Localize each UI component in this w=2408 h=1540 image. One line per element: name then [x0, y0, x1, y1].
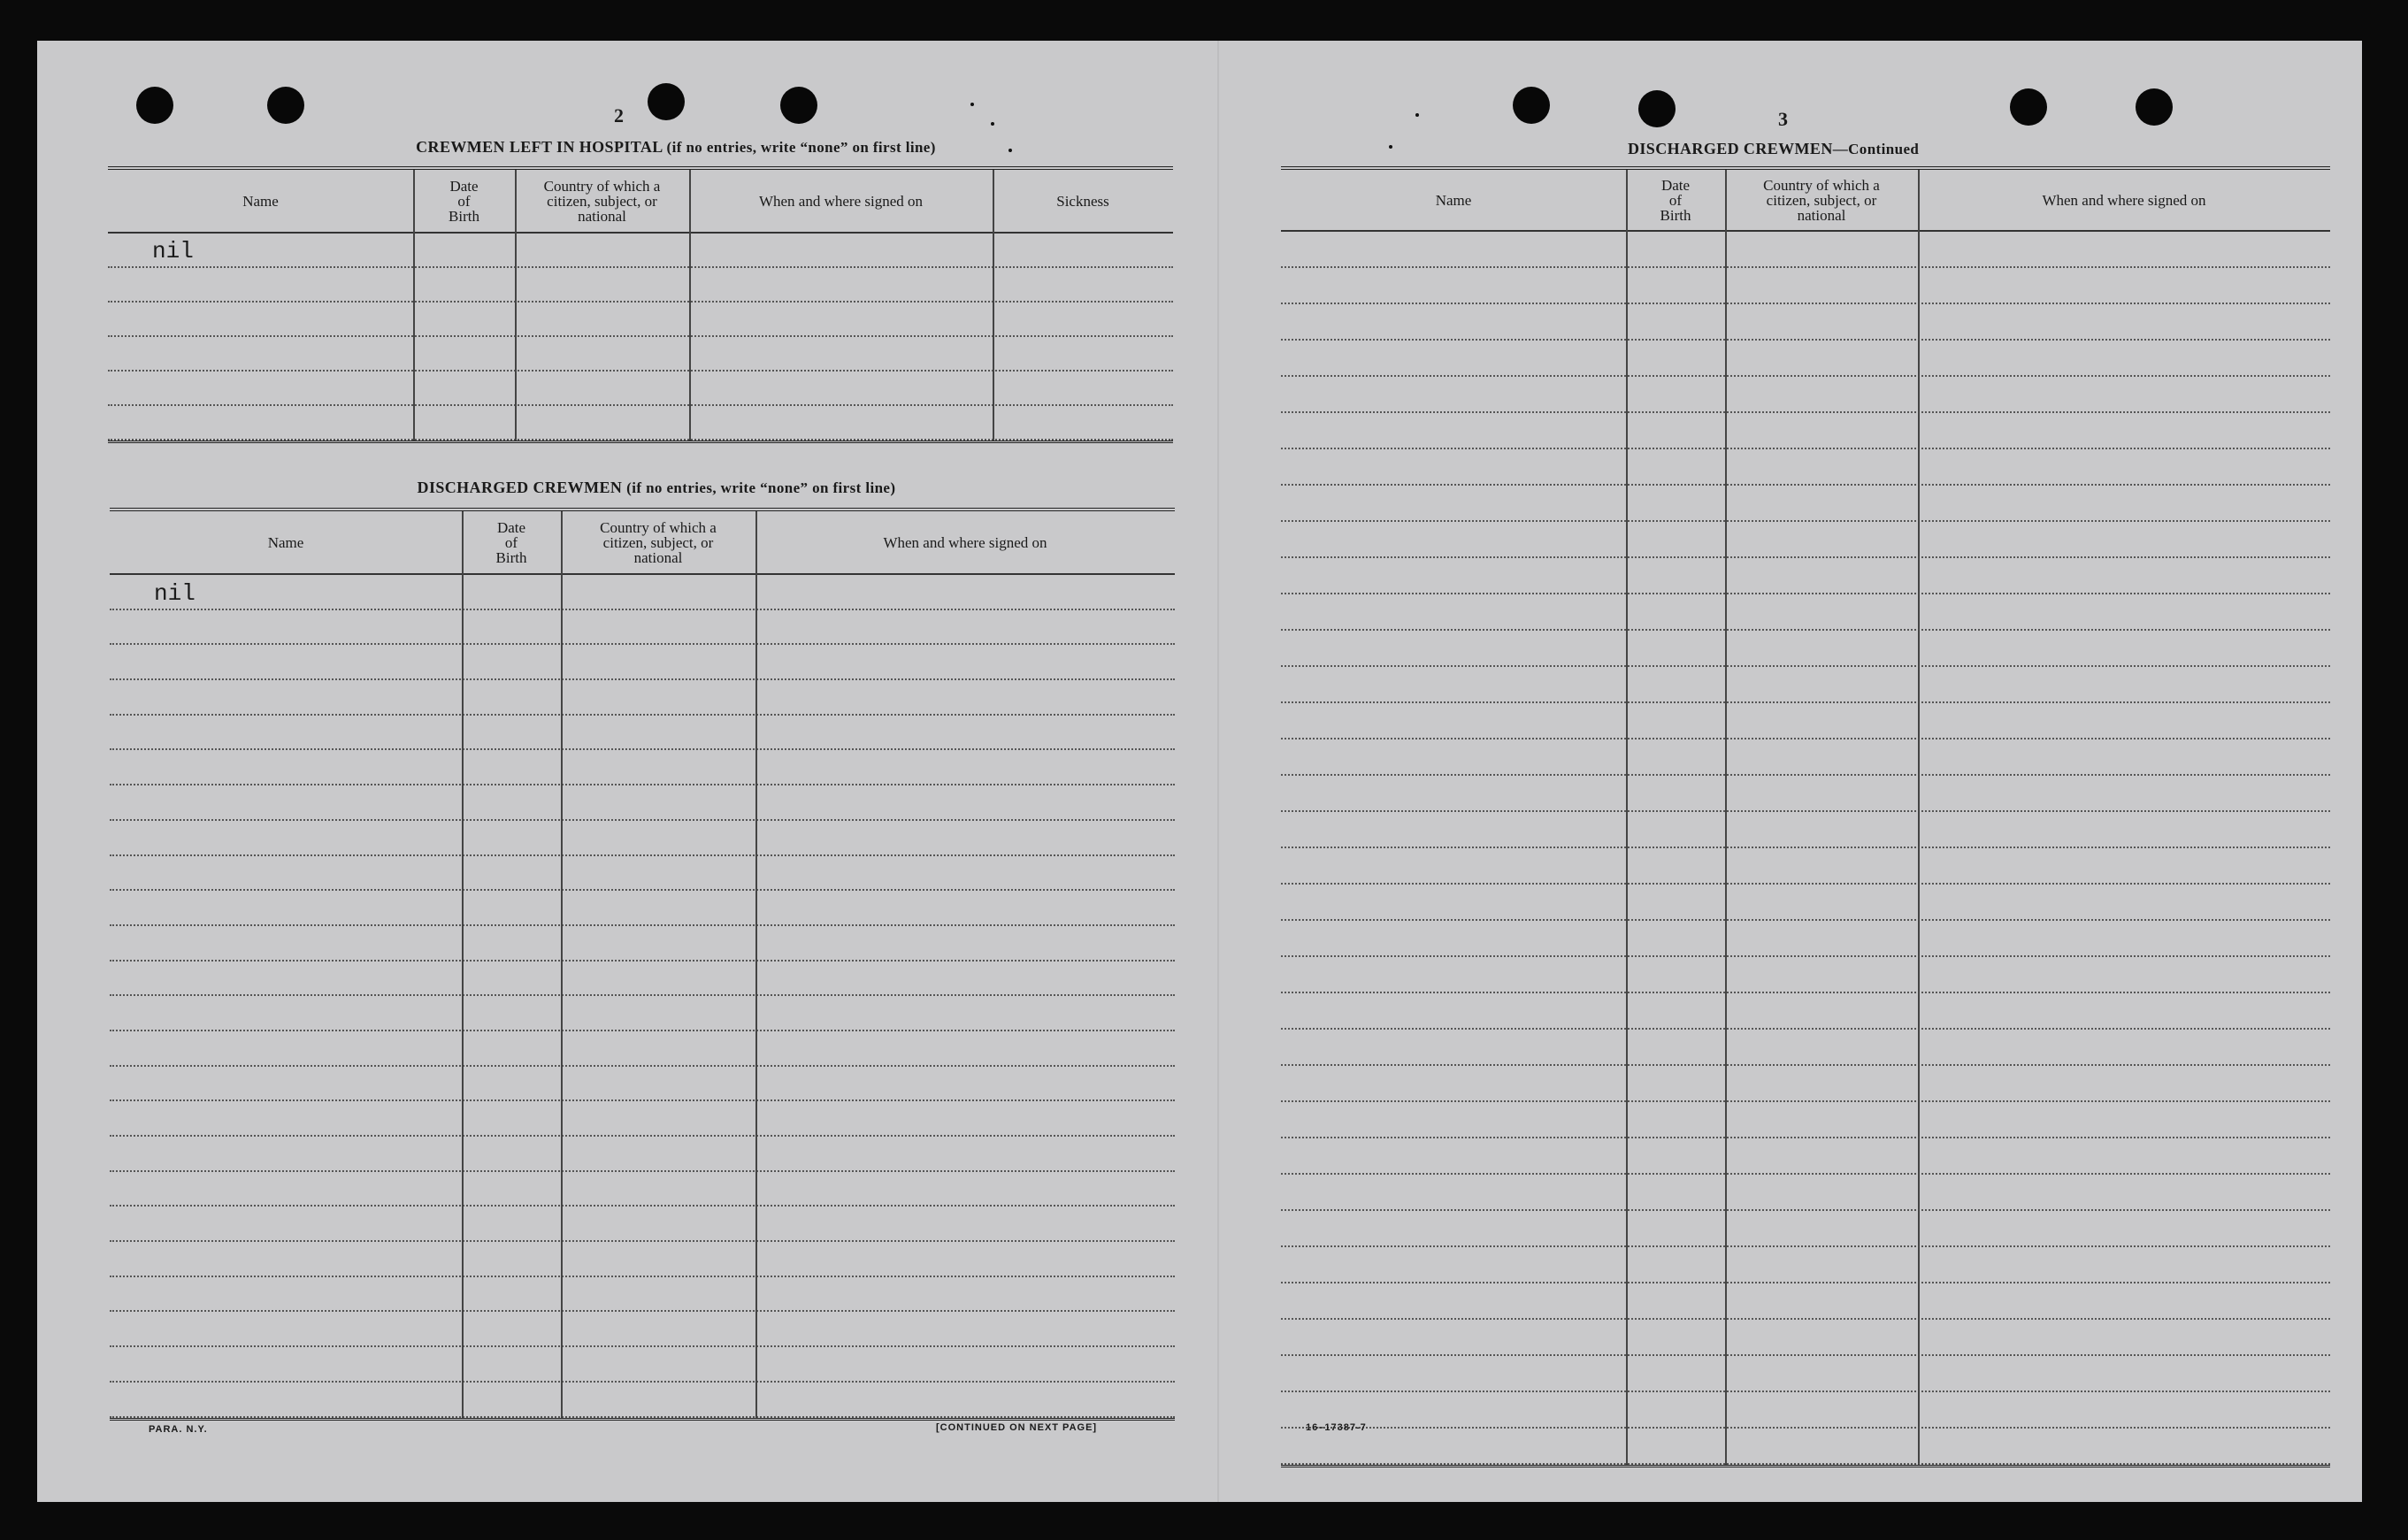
table-row — [1281, 1211, 2330, 1247]
hospital-title-text: CREWMEN LEFT IN HOSPITAL — [416, 138, 663, 156]
table-row — [110, 1137, 1175, 1172]
table-row — [1281, 304, 2330, 341]
table-row — [110, 1383, 1175, 1418]
table-row — [108, 337, 1173, 372]
header-signed-on: When and where signed on — [2042, 191, 2206, 209]
table-row — [1281, 1320, 2330, 1356]
name-cell: nil — [154, 579, 196, 607]
table-row — [1281, 1175, 2330, 1211]
discharged-section-title — [294, 479, 1019, 497]
table-row — [1281, 1283, 2330, 1320]
table-row — [1281, 1138, 2330, 1175]
header-date-of-birth: Date of Birth — [1660, 176, 1691, 224]
table-row — [110, 891, 1175, 926]
header-name: Name — [242, 192, 279, 210]
header-date-of-birth: Date of Birth — [449, 177, 479, 225]
discharged-title-note: (if no entries, write “none” on first line) — [626, 479, 896, 496]
column-divider — [755, 511, 757, 1418]
header-sickness: Sickness — [1056, 192, 1109, 210]
punch-hole — [1638, 90, 1676, 127]
column-divider — [462, 511, 464, 1418]
table-row — [1281, 413, 2330, 449]
name-cell: nil — [152, 238, 194, 264]
punch-hole — [267, 87, 304, 124]
discharged-continued-body — [1281, 232, 2330, 1465]
hospital-title-note: (if no entries, write “none” on first line) — [666, 139, 936, 156]
table-row — [108, 303, 1173, 337]
table-row — [1281, 993, 2330, 1030]
table-row — [1281, 1066, 2330, 1102]
table-row — [110, 1067, 1175, 1102]
footer-printer-mark: PARA. N.Y. — [149, 1424, 208, 1435]
speck — [1415, 113, 1419, 117]
table-row — [110, 996, 1175, 1031]
table-row — [1281, 558, 2330, 594]
discharged-continued-table — [1281, 166, 2330, 1467]
table-row — [110, 785, 1175, 821]
hospital-table-header — [108, 170, 1173, 234]
table-row — [110, 962, 1175, 997]
column-divider — [515, 170, 517, 441]
table-row — [110, 1101, 1175, 1137]
discharged-table-header — [110, 511, 1175, 575]
discharged-continued-title-text: DISCHARGED CREWMEN — [1628, 140, 1833, 157]
table-row — [1281, 1030, 2330, 1066]
table-row — [1281, 486, 2330, 522]
page-number-left: 2 — [614, 104, 624, 126]
punch-hole — [136, 87, 173, 124]
table-row — [110, 575, 1175, 610]
page-number-right: 3 — [1778, 108, 1788, 130]
table-row — [110, 645, 1175, 680]
punch-hole — [780, 87, 817, 124]
table-row — [1281, 1429, 2330, 1465]
table-row — [110, 750, 1175, 785]
header-country: Country of which a citizen, subject, or national — [600, 518, 717, 566]
punch-hole — [2136, 88, 2173, 126]
table-row — [110, 610, 1175, 646]
table-row — [1281, 1102, 2330, 1138]
table-row — [1281, 377, 2330, 413]
punch-hole — [2010, 88, 2047, 126]
table-row — [110, 821, 1175, 856]
table-row — [110, 1312, 1175, 1347]
table-row — [1281, 776, 2330, 812]
table-row — [110, 926, 1175, 962]
table-row — [1281, 739, 2330, 776]
table-row — [108, 234, 1173, 268]
header-country: Country of which a citizen, subject, or national — [1763, 176, 1880, 224]
column-divider — [1626, 170, 1628, 1465]
column-divider — [561, 511, 563, 1418]
header-signed-on: When and where signed on — [883, 533, 1047, 551]
table-row — [110, 1031, 1175, 1067]
table-row — [110, 716, 1175, 751]
discharged-table-body — [110, 575, 1175, 1418]
header-name: Name — [267, 533, 304, 551]
table-row — [1281, 1392, 2330, 1429]
table-row — [1281, 921, 2330, 957]
discharged-continued-title — [1628, 140, 1919, 158]
table-row — [1281, 812, 2330, 848]
footer-form-number: 16–17387-7 — [1306, 1422, 1367, 1433]
discharged-table — [110, 508, 1175, 1421]
punch-hole — [1513, 87, 1550, 124]
table-row — [1281, 1356, 2330, 1392]
speck — [991, 122, 994, 126]
hospital-table-body — [108, 234, 1173, 441]
table-row — [1281, 703, 2330, 739]
column-divider — [993, 170, 994, 441]
discharged-title-text: DISCHARGED CREWMEN — [417, 479, 623, 496]
footer-continued-note: [CONTINUED ON NEXT PAGE] — [936, 1422, 1098, 1433]
table-row — [110, 1207, 1175, 1242]
document-sheet — [37, 41, 2362, 1502]
table-row — [108, 406, 1173, 441]
header-signed-on: When and where signed on — [758, 192, 924, 210]
hospital-table — [108, 166, 1173, 443]
table-row — [110, 1242, 1175, 1277]
table-row — [1281, 957, 2330, 993]
column-divider — [689, 170, 691, 441]
table-row — [110, 1347, 1175, 1383]
table-row — [108, 372, 1173, 406]
table-row — [110, 680, 1175, 716]
discharged-continued-suffix: —Continued — [1832, 141, 1920, 157]
hospital-section-title — [313, 138, 1039, 157]
column-divider — [1725, 170, 1727, 1465]
column-divider — [413, 170, 415, 441]
header-country: Country of which a citizen, subject, or national — [543, 177, 661, 225]
discharged-continued-header — [1281, 170, 2330, 232]
header-date-of-birth: Date of Birth — [495, 518, 527, 566]
header-name: Name — [1435, 191, 1472, 209]
table-row — [1281, 594, 2330, 631]
table-row — [110, 1277, 1175, 1313]
speck — [970, 103, 974, 106]
table-row — [1281, 667, 2330, 703]
table-row — [1281, 522, 2330, 558]
speck — [1389, 145, 1392, 149]
table-row — [1281, 268, 2330, 304]
punch-hole — [648, 83, 685, 120]
column-divider — [1918, 170, 1920, 1465]
table-row — [1281, 885, 2330, 921]
table-row — [1281, 1247, 2330, 1283]
table-row — [1281, 631, 2330, 667]
table-row — [1281, 449, 2330, 486]
table-row — [108, 268, 1173, 303]
table-row — [1281, 341, 2330, 377]
table-row — [110, 1172, 1175, 1207]
table-row — [110, 856, 1175, 892]
table-row — [1281, 232, 2330, 268]
table-row — [1281, 848, 2330, 885]
